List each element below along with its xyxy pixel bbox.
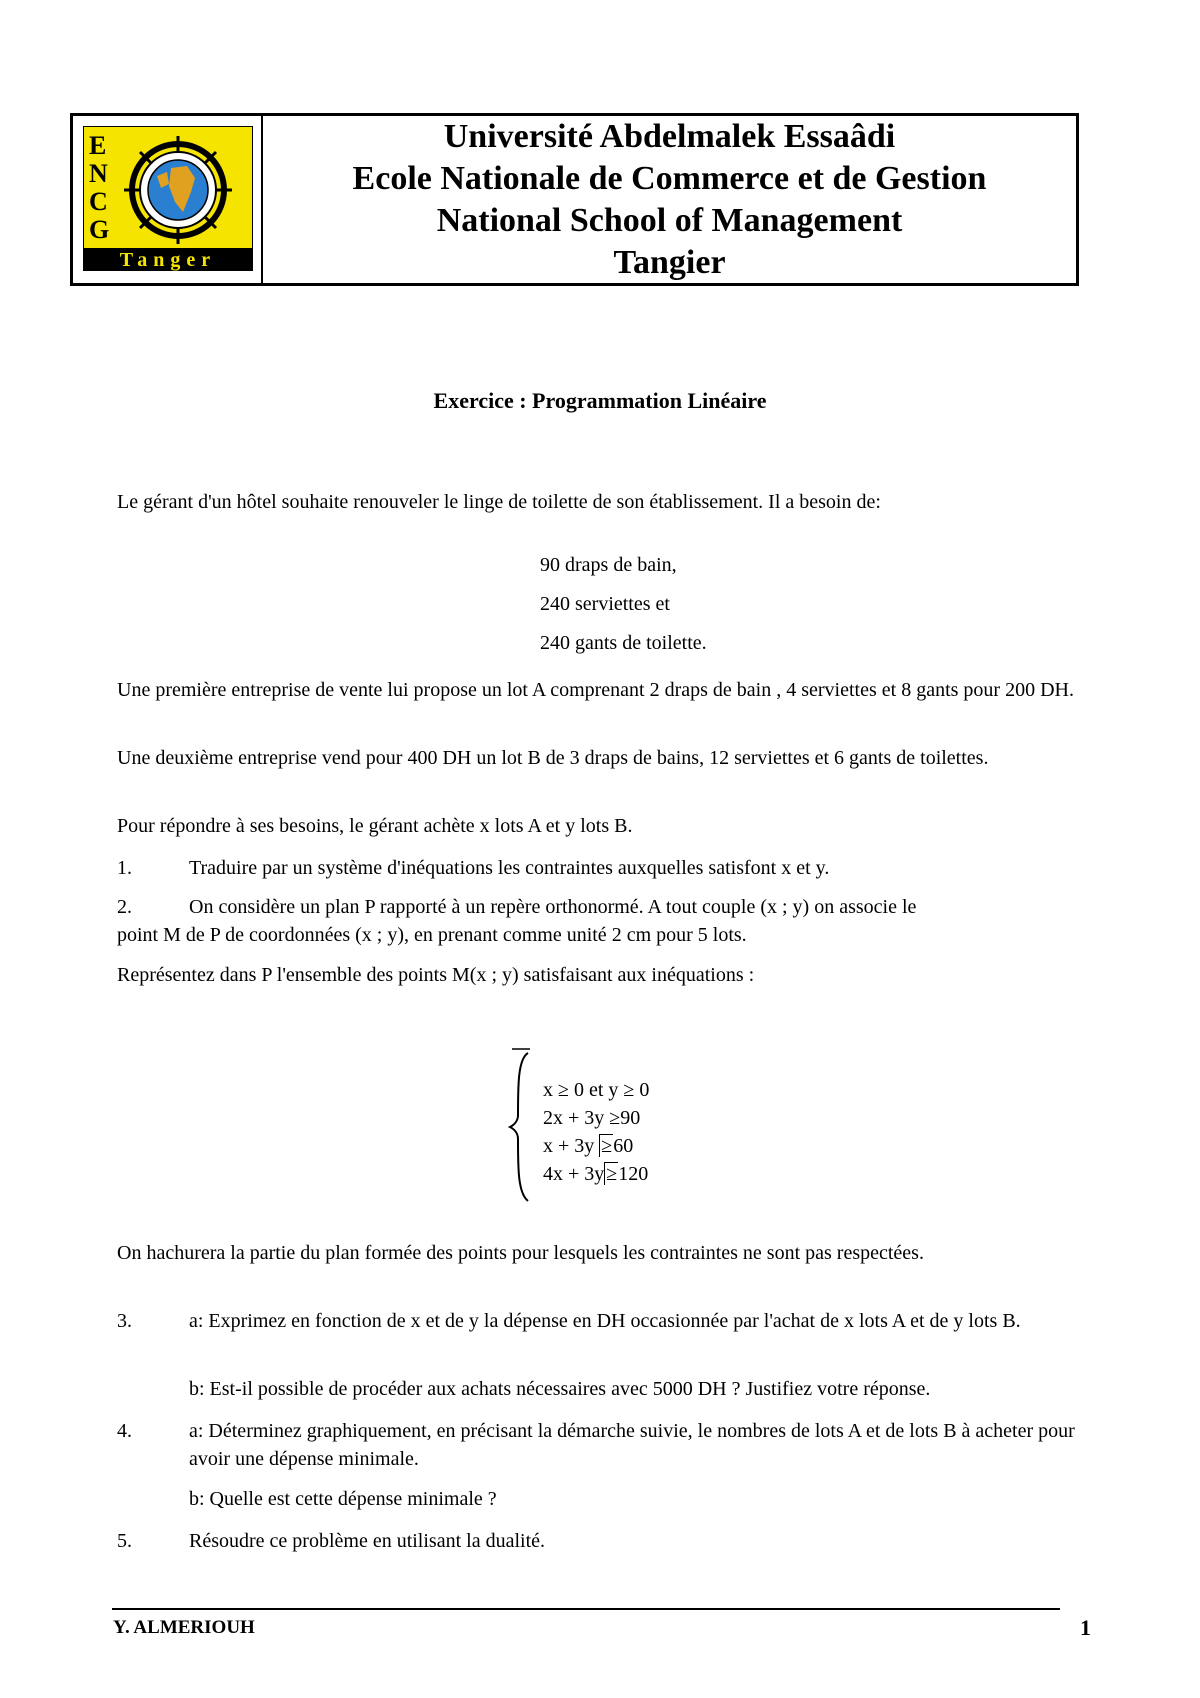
inequality-row: [543, 1076, 649, 1104]
represent-text: Représentez dans P l'ensemble des points M(x ; y) satisfaisant aux inéquations :: [117, 964, 755, 986]
ineq-right: 60: [613, 1135, 634, 1157]
ineq-right: 120: [618, 1163, 649, 1185]
logo-cell: [73, 116, 263, 283]
inequality-row: [543, 1160, 648, 1188]
ge-symbol: ≥: [623, 1079, 635, 1101]
school-name-en: National School of Management: [436, 201, 903, 239]
question-number: 2.: [117, 896, 132, 918]
ineq-right: 0: [639, 1079, 650, 1101]
city-name: Tangier: [613, 243, 726, 281]
purchase-text: Pour répondre à ses besoins, le gérant achète x lots A et y lots B.: [117, 815, 633, 837]
ge-symbol: ≥: [609, 1107, 621, 1129]
question-5-text: Résoudre ce problème en utilisant la dualité.: [189, 1530, 545, 1552]
logo-letter: E: [89, 131, 107, 160]
ge-symbol: ≥: [606, 1163, 618, 1185]
encg-logo: [83, 126, 253, 271]
offer-b-text: Une deuxième entreprise vend pour 400 DH un lot B de 3 draps de bains, 12 serviettes et 6 gants de toilettes.: [117, 747, 989, 769]
logo-letter: N: [89, 159, 108, 188]
need-item: 90 draps de bain,: [540, 554, 677, 576]
footer-divider: [112, 1608, 1060, 1610]
ge-symbol: ≥: [601, 1135, 613, 1157]
question-4b-text: b: Quelle est cette dépense minimale ?: [189, 1488, 497, 1510]
question-3a-text: a: Exprimez en fonction de x et de y la dépense en DH occasionnée par l'achat de x lots A et de y lots B.: [189, 1310, 1021, 1332]
header-box: [70, 113, 1079, 286]
ineq-left: 4x + 3y: [543, 1163, 605, 1185]
inequality-row: [543, 1104, 640, 1132]
exercise-title: Exercice : Programmation Linéaire: [433, 388, 767, 413]
ineq-right: 0 et y: [573, 1079, 619, 1101]
intro-text: Le gérant d'un hôtel souhaite renouveler le linge de toilette de son établissement. Il a besoin de:: [117, 491, 881, 513]
logo-letter: G: [89, 215, 110, 244]
ineq-left: x + 3y: [543, 1135, 595, 1157]
inequality-row: [543, 1132, 633, 1160]
question-2-line-2: point M de P de coordonnées (x ; y), en prenant comme unité 2 cm pour 5 lots.: [117, 924, 747, 946]
logo-letter: C: [89, 187, 108, 216]
need-item: 240 serviettes et: [540, 593, 670, 615]
system-brace: [508, 1045, 534, 1205]
offer-a-text: Une première entreprise de vente lui propose un lot A comprenant 2 draps de bain , 4 serviettes et 8 gants pour 200 DH.: [117, 679, 1074, 701]
question-2-line-1: On considère un plan P rapporté à un repère orthonormé. A tout couple (x ; y) on associe le: [189, 896, 917, 918]
institution-names: [263, 116, 1076, 283]
ineq-left: x: [543, 1079, 553, 1101]
university-name: Université Abdelmalek Essaâdi: [443, 117, 896, 155]
ge-symbol: ≥: [558, 1079, 569, 1101]
question-number: 3.: [117, 1310, 132, 1332]
page-number: 1: [1080, 1615, 1091, 1640]
logo-city: Tanger: [119, 249, 217, 271]
question-number: 5.: [117, 1530, 132, 1552]
ineq-right: 90: [620, 1107, 641, 1129]
need-item: 240 gants de toilette.: [540, 632, 707, 654]
footer-author: Y. ALMERIOUH: [113, 1617, 255, 1638]
question-4a-text: a: Déterminez graphiquement, en précisant la démarche suivie, le nombres de lots A et de lots B à acheter pour avoir une dépense minimale.: [189, 1420, 1075, 1470]
hatch-text: On hachurera la partie du plan formée des points pour lesquels les contraintes ne sont pas respectées.: [117, 1242, 924, 1264]
question-number: 1.: [117, 857, 132, 879]
question-1-text: Traduire par un système d'inéquations les contraintes auxquelles satisfont x et y.: [189, 857, 830, 879]
ineq-left: 2x + 3y: [543, 1107, 605, 1129]
school-name-fr: Ecole Nationale de Commerce et de Gestion: [352, 159, 987, 197]
question-number: 4.: [117, 1420, 132, 1442]
question-3b-text: b: Est-il possible de procéder aux achats nécessaires avec 5000 DH ? Justifiez votre réponse.: [189, 1378, 931, 1400]
